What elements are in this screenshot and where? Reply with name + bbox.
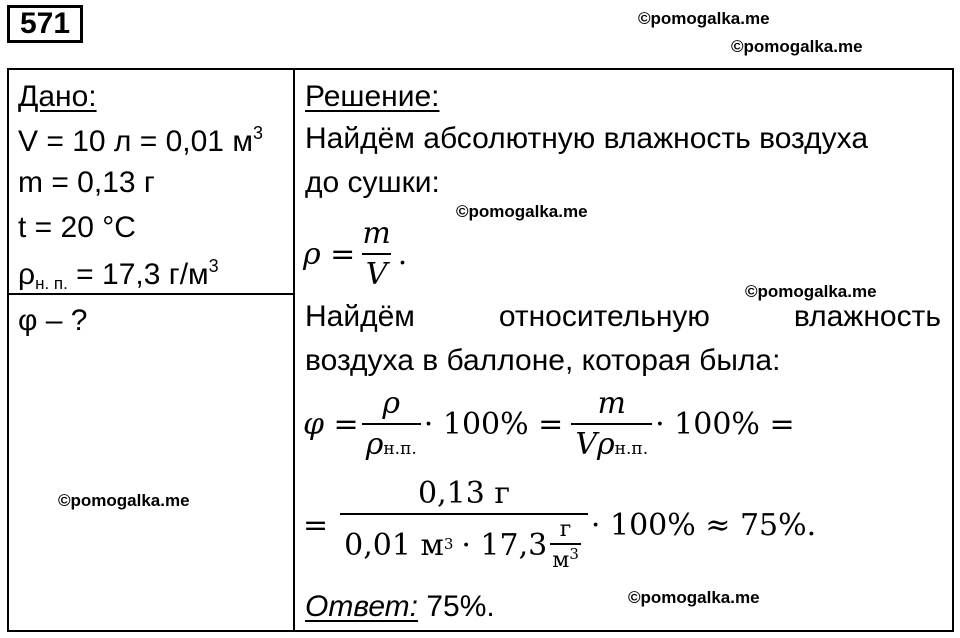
formula-absolute-humidity: ρ = $\frac{m}{V}$ .: [303, 216, 408, 292]
column-divider: [293, 68, 295, 632]
find-quantity: φ – ?: [18, 304, 88, 337]
watermark: ©pomogalka.me: [745, 282, 877, 301]
given-mass: m = 0,13 г: [18, 166, 155, 199]
given-volume: V = 10 л = 0,01 $м^3$: [18, 123, 263, 158]
watermark: ©pomogalka.me: [628, 588, 760, 607]
formula-relative-humidity: φ = $\frac{\rho}{\rho н.п.}$ · 100% = $\frac{m}{\text{Vρн.п.}}$ · 100% =: [303, 386, 795, 462]
given-header: Дано:: [18, 80, 97, 113]
problem-number: 571: [7, 5, 83, 43]
given-find-divider: [7, 293, 295, 295]
formula-numeric: = 0,13 г 0,01 м 3 · 17,3 $\frac{г}{м^3}$ · 100% ≈ 75%.: [303, 476, 817, 573]
watermark: ©pomogalka.me: [638, 9, 770, 28]
answer: Ответ: 75%.: [305, 590, 495, 623]
watermark: ©pomogalka.me: [731, 37, 863, 56]
watermark: ©pomogalka.me: [456, 202, 588, 221]
given-temperature: t = 20 °C: [18, 211, 136, 244]
solution-intro-line-2: до сушки:: [305, 166, 440, 199]
solution-mid-line-2: воздуха в баллоне, которая была:: [305, 344, 781, 377]
watermark: ©pomogalka.me: [58, 491, 190, 510]
given-saturated-density: $\rho_{н. п.} = 17,3$ $г/м^3$: [18, 256, 219, 293]
solution-header: Решение:: [305, 80, 440, 113]
solution-mid-line-1: Найдём относительную влажность: [305, 300, 941, 333]
solution-intro-line-1: Найдём абсолютную влажность воздуха: [305, 122, 868, 155]
